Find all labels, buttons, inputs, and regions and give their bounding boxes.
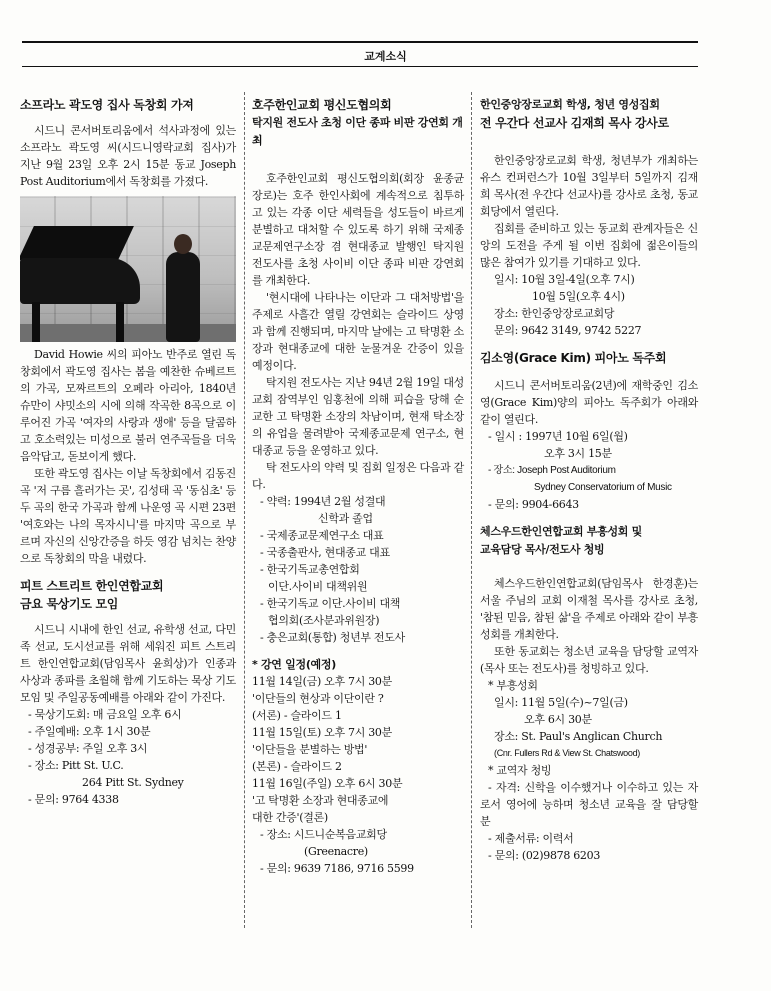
schedule-line: - 장소: 시드니순복음교회당	[260, 828, 387, 841]
bio-line: - 한국기독교총연합회	[260, 563, 360, 576]
article-paragraph: 또한 곽도영 집사는 이날 독창회에서 김동진 곡 '저 구름 흘러가는 곳', 김성태 곡 '동심초' 등 두 곡의 한국 가곡과 함께 나운영 곡 시편 23편 '여호와는 나의 목자시니'를 마지막 곡으로 부르며 자신의 신앙간증을 하듯 영감 넘치는 찬양으로 독창회의 막을 내렸다.	[20, 467, 236, 565]
info-line: * 교역자 청빙	[488, 764, 552, 777]
section-title: 교계소식	[364, 50, 407, 63]
article-paragraph: 시드니 시내에 한인 선교, 유학생 선교, 다민족 선교, 도시선교를 위해 세워진 피트 스트리트 한인연합교회(담임목사 윤희상)가 인종과 사상과 종파를 초월해 함께 기도하는 묵상 기도모임 및 주일공동예배를 아래와 같이 가진다.	[20, 623, 236, 704]
article-paragraph: 또한 동교회는 청소년 교육을 담당할 교역자(목사 또는 전도사)를 청빙하고 있다.	[480, 645, 698, 675]
info-line: - 장소: Pitt St. U.C.	[28, 759, 124, 772]
schedule-line: 11월 15일(토) 오후 7시 30분	[252, 726, 392, 739]
column-2	[252, 96, 464, 877]
article-paragraph: 시드니 콘서버토리움(2년)에 재학중인 김소영(Grace Kim)양의 피아노 독주회가 아래와 같이 열린다.	[480, 379, 698, 426]
info-line: 오후 6시 30분	[524, 713, 592, 726]
info-line: 264 Pitt St. Sydney	[82, 776, 184, 789]
article-paragraph: 집회를 준비하고 있는 동교회 관계자들은 신앙의 도전을 주게 될 이번 집회에 젊은이들의 많은 참여가 있기를 기대하고 있다.	[480, 222, 698, 269]
header-rule-bottom	[22, 66, 698, 67]
schedule-line: - 문의: 9639 7186, 9716 5599	[260, 862, 414, 875]
column-1	[20, 96, 236, 808]
info-line: - 일시 : 1997년 10월 6일(월)	[488, 430, 628, 443]
info-line: - 문의: 9904-6643	[488, 498, 579, 511]
info-line: - 장소: Joseph Post Auditorium	[488, 465, 616, 476]
column-divider-2	[471, 92, 472, 928]
article-paragraph: - 자격: 신학을 이수했거나 이수하고 있는 자로서 영어에 능하며 청소년 교육을 잘 담당할 분	[480, 781, 698, 828]
info-line: 일시: 10월 3일-4일(오후 7시)	[494, 273, 635, 286]
schedule-line: 대한 간증'(결론)	[252, 811, 328, 824]
bio-line: - 국종출판사, 현대종교 대표	[260, 546, 390, 559]
info-line: - 문의: 9764 4338	[28, 793, 119, 806]
schedule-line: (본론) - 슬라이드 2	[252, 760, 342, 773]
article-headline-lay-council: 호주한인교회 평신도협의회	[252, 98, 392, 112]
article-paragraph: 탁 전도사의 약력 및 집회 일정은 다음과 같다.	[252, 461, 464, 491]
article-headline-chatswood-sub: 교육담당 목사/전도사 청빙	[480, 543, 605, 556]
article-headline-piano: 김소영(Grace Kim) 피아노 독주회	[480, 351, 667, 365]
article-headline-pitt-st: 피트 스트리트 한인연합교회	[20, 579, 164, 593]
info-line: 10월 5일(오후 4시)	[532, 290, 625, 303]
schedule-line: (서론) - 슬라이드 1	[252, 709, 342, 722]
schedule-line: 11월 14일(금) 오후 7시 30분	[252, 675, 392, 688]
info-line: 장소: St. Paul's Anglican Church	[494, 730, 663, 743]
info-line: - 문의: (02)9878 6203	[488, 849, 601, 862]
article-paragraph: 호주한인교회 평신도협의회(회장 윤종균 장로)는 호주 한인사회에 계속적으로 침투하고 있는 각종 이단 세력들을 성도들이 바르게 분별하고 대처할 수 있도록 하기 위해 국제종교문제연구소장 겸 현대종교 발행인 탁지원 전도사를 초청 사이비 이단 종파 비판 강연회를 개최한다.	[252, 172, 464, 287]
article-paragraph: 한인중앙장로교회 학생, 청년부가 개최하는 유스 컨퍼런스가 10월 3일부터 5일까지 김재희 목사(전 우간다 선교사)를 강사로 초청, 동교회당에서 열린다.	[480, 154, 698, 218]
article-headline-youth: 한인중앙장로교회 학생, 청년 영성집회	[480, 98, 660, 111]
header-rule-top	[22, 41, 698, 43]
article-paragraph: 시드니 콘서버토리움에서 석사과정에 있는 소프라노 곽도영 씨(시드니영락교회 집사)가 지난 9월 23일 오후 2시 15분 동교 Joseph Post Auditorium에서 독창회를 가졌다.	[20, 124, 236, 188]
schedule-title: * 강연 일정(예정)	[252, 658, 336, 671]
schedule-line: 11월 16일(주일) 오후 6시 30분	[252, 777, 403, 790]
article-headline-youth-sub: 전 우간다 선교사 김재희 목사 강사로	[480, 116, 669, 130]
bio-line: 이단.사이비 대책위원	[268, 580, 368, 593]
info-line: - 성경공부: 주일 오후 3시	[28, 742, 148, 755]
info-line: * 부흥성회	[488, 679, 538, 692]
schedule-line: '고 탁명환 소장과 현대종교에	[252, 794, 389, 807]
article-headline-pitt-st-sub: 금요 묵상기도 모임	[20, 597, 119, 611]
piano-icon	[20, 226, 134, 260]
bio-line: 신학과 졸업	[318, 512, 373, 525]
column-divider-1	[244, 92, 245, 928]
info-line: - 주일예배: 오후 1시 30분	[28, 725, 151, 738]
bio-line: - 국제종교문제연구소 대표	[260, 529, 384, 542]
article-paragraph: 체스우드한인연합교회(담임목사 한경훈)는 서울 주님의 교회 이재철 목사를 강사로 초청, '참된 믿음, 참된 삶'을 주제로 아래와 같이 부흥성회를 개최한다.	[480, 577, 698, 641]
article-headline-recital: 소프라노 곽도영 집사 독창회 가져	[20, 98, 194, 112]
bio-line: 협의회(조사분과위원장)	[268, 614, 380, 627]
info-line: - 제출서류: 이력서	[488, 832, 574, 845]
article-paragraph: 탁지원 전도사는 지난 94년 2월 19일 대성교회 잠역부인 임홍천에 의해 피습을 당해 순교한 고 탁명환 소장의 차남이며, 현재 탁소장의 유업을 물려받아 국제종교문제 연구소, 현대종교 등을 운영하고 있다.	[252, 376, 464, 457]
info-line: 오후 3시 15분	[544, 447, 612, 460]
article-headline-lay-council-sub: 탁지원 전도사 초청 이단 종파 비판 강연회 개최	[252, 116, 463, 147]
schedule-line: (Greenacre)	[304, 845, 368, 858]
bio-line: - 한국기독교 이단.사이비 대책	[260, 597, 401, 610]
singer-figure	[166, 252, 200, 342]
schedule-line: '이단들의 현상과 이단이란 ?	[252, 692, 384, 705]
bio-line: - 충은교회(통합) 청년부 전도사	[260, 631, 405, 644]
info-line: 문의: 9642 3149, 9742 5227	[494, 324, 642, 337]
article-headline-chatswood: 체스우드한인연합교회 부흥성회 및	[480, 525, 642, 538]
info-line: 일시: 11월 5일(수)~7일(금)	[494, 696, 628, 709]
article-paragraph: '현시대에 나타나는 이단과 그 대처방법'을 주제로 사흘간 열릴 강연회는 슬라이드 상영과 함께 진행되며, 마지막 날에는 고 탁명환 소장과 현대종교에 대한 눈물겨운 간증이 있을 예정이다.	[252, 291, 464, 372]
recital-photo	[20, 196, 236, 342]
bio-line: - 약력: 1994년 2월 성결대	[260, 495, 386, 508]
column-3	[480, 96, 698, 864]
info-line: (Cnr. Fullers Rd & View St. Chatswood)	[494, 748, 640, 758]
article-paragraph: David Howie 씨의 피아노 반주로 열린 독창회에서 곽도영 집사는 봄을 예찬한 슈베르트의 가곡, 모짜르트의 오페라 아리아, 1840년 슈만이 샤밋소의 시에 의해 작곡한 8곡으로 이루어진 가곡 '여자의 사랑과 생애' 등을 달콤하고 호소력있는 미성으로 불러 연주곡들을 더욱 음악답고, 돋보이게 했다.	[20, 348, 236, 463]
info-line: 장소: 한인중앙장로교회당	[494, 307, 615, 320]
info-line: Sydney Conservatorium of Music	[534, 482, 672, 493]
info-line: - 묵상기도회: 매 금요일 오후 6시	[28, 708, 182, 721]
schedule-line: '이단들을 분별하는 방법'	[252, 743, 368, 756]
